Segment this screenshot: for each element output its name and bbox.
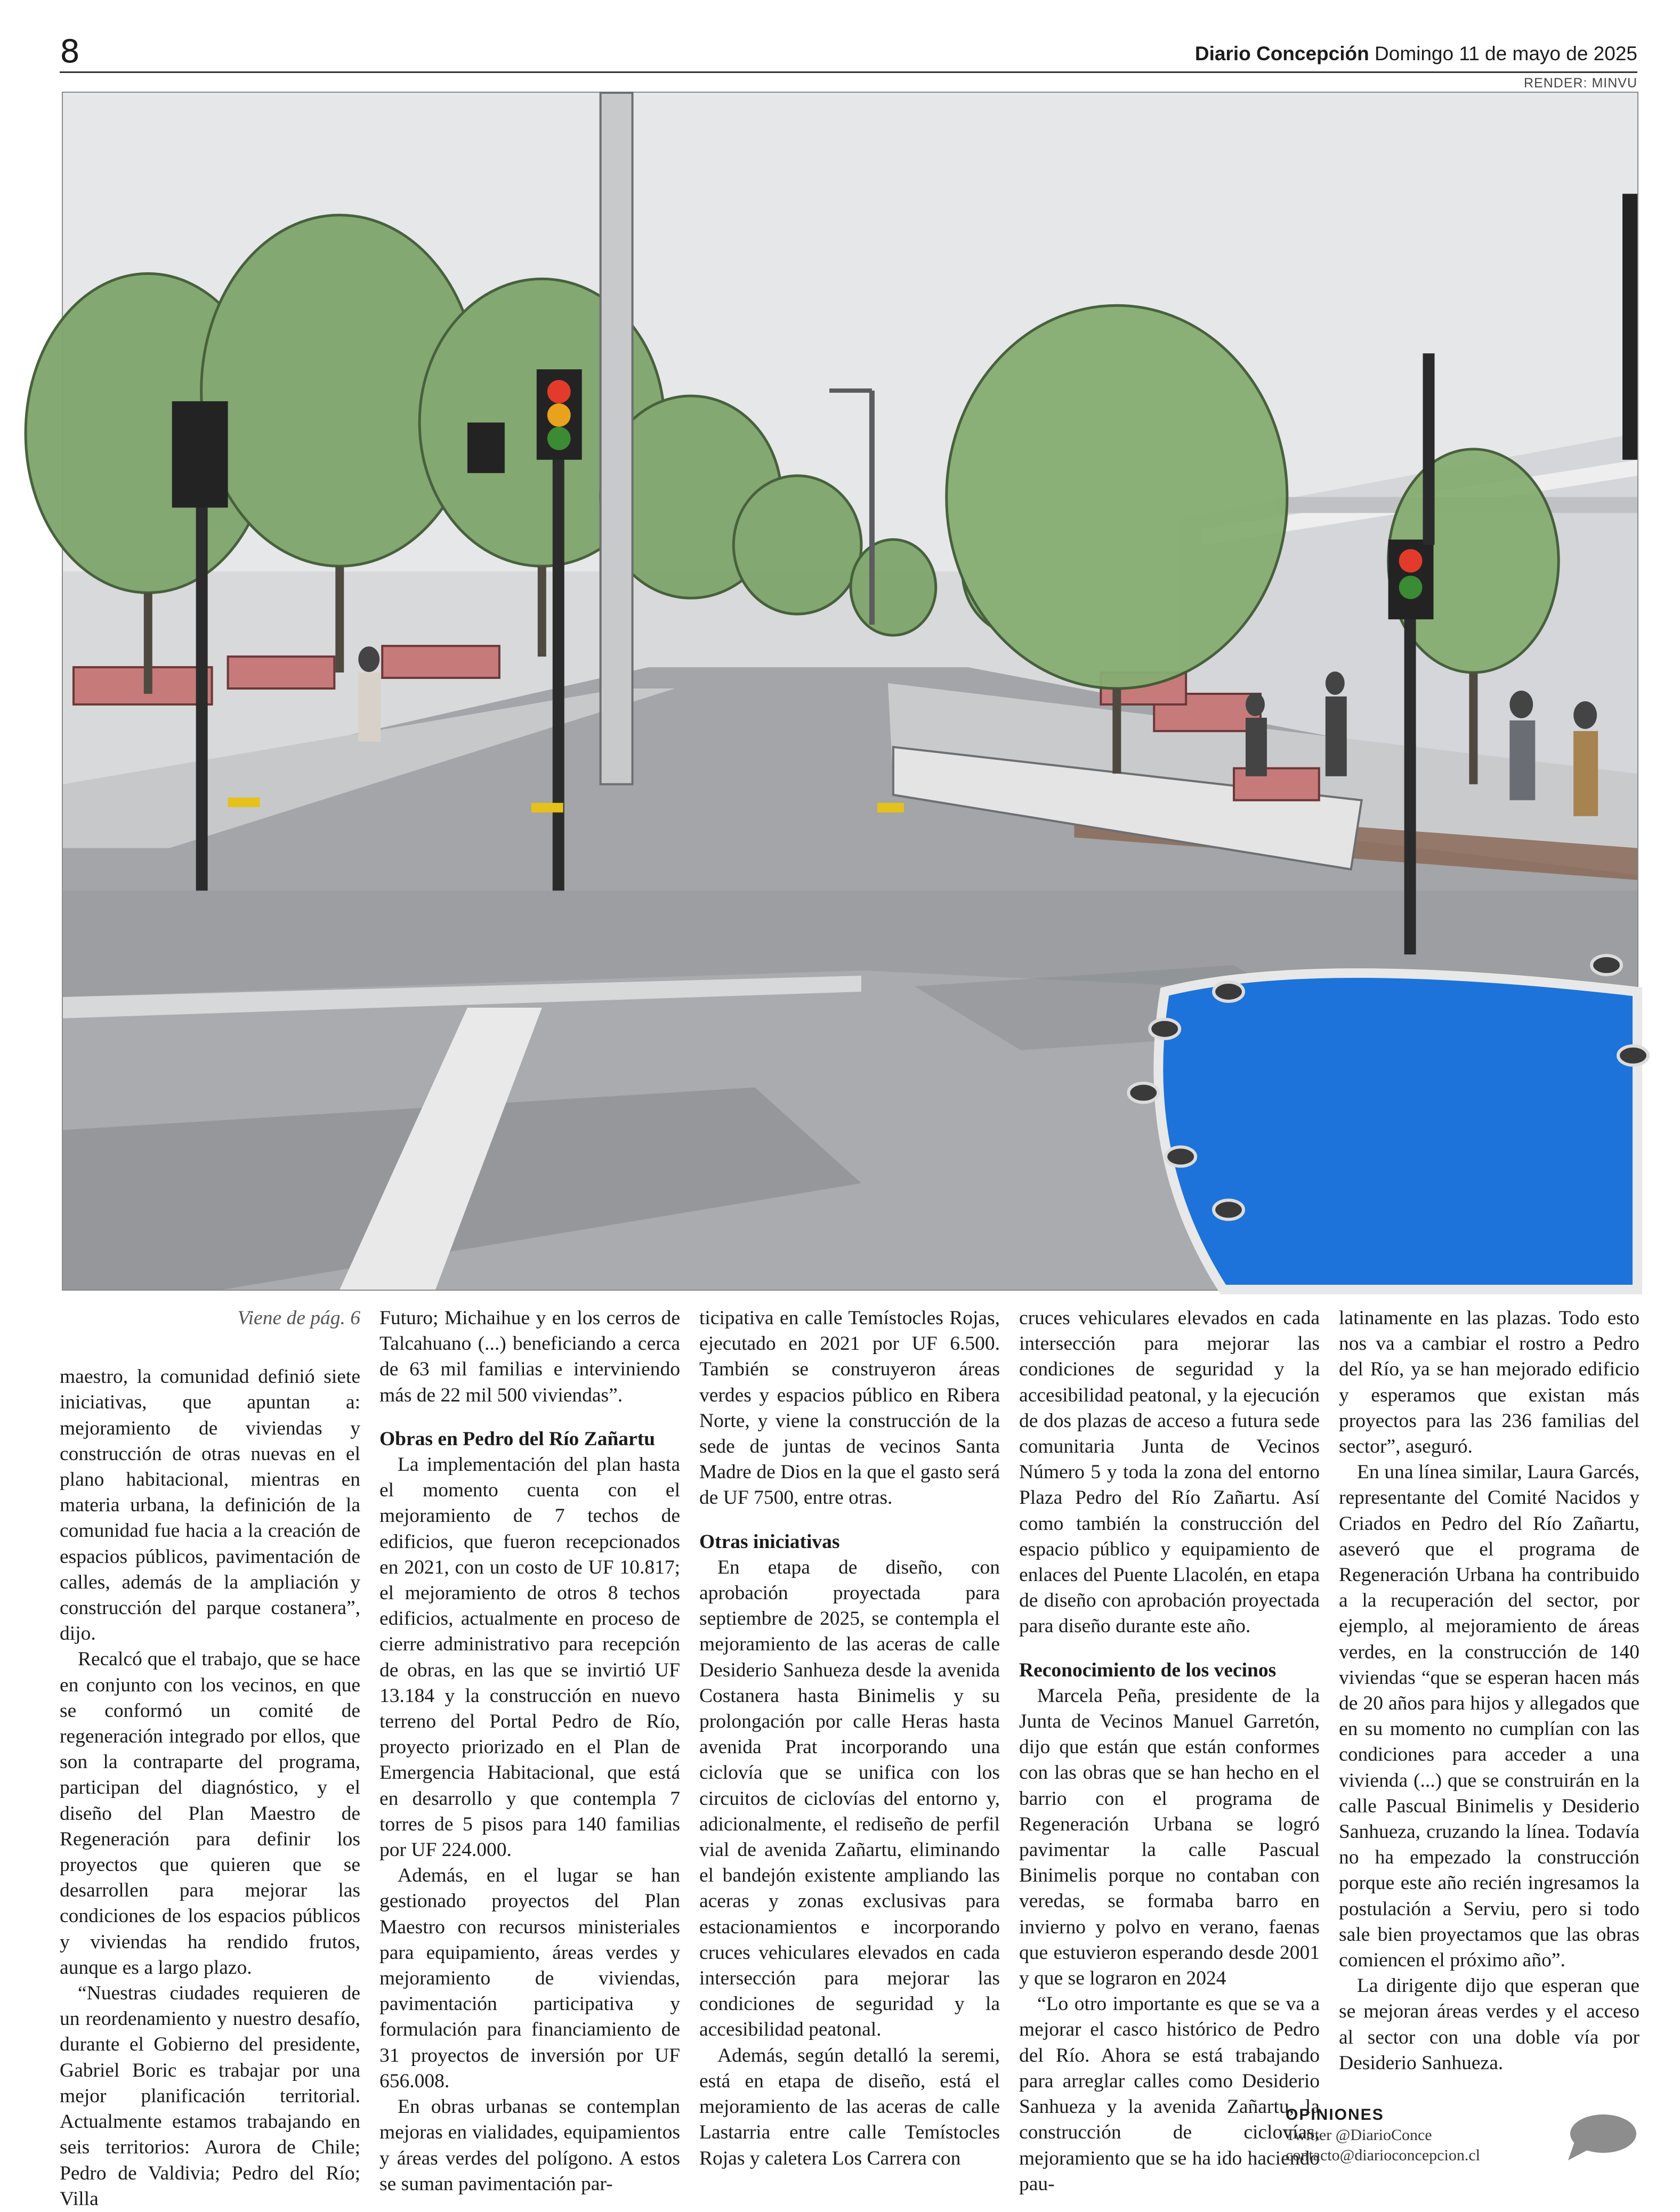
paragraph: maestro, la comunidad definió siete iniciativas, que apuntan a: mejoramiento de viviendas y construcción de otras nuevas en el plano habitacional, mientras en materia urbana, la definición de la comunidad fue hacia a la creación de espacios públicos, pavimentación de calles, además de la ampliación y construcción del parque costanera”, dijo.: [60, 1366, 360, 1645]
issue-date: Domingo 11 de mayo de 2025: [1375, 43, 1637, 64]
twitter-handle[interactable]: Twitter @DiarioConce: [1286, 2126, 1432, 2144]
header-rule: [60, 71, 1637, 73]
subheading: Obras en Pedro del Río Zañartu: [379, 1428, 656, 1450]
paragraph: En etapa de diseño, con aprobación proyectada para septiembre de 2025, se contempla el mejoramiento de las aceras de calle Desiderio Sanhueza desde la avenida Costanera hasta Binimelis y su prolongación por calle Heras hasta avenida Prat incorporando una ciclovía que se unifica con los circuitos de ciclovías del entorno y, adicionalmente, el rediseño de perfil vial de avenida Zañartu, eliminando el bandejón existente ampliando las aceras y zonas exclusivas para estacionamientos e incorporando cruces vehiculares elevados en cada intersección para mejorar las condiciones de seguridad y la accesibilidad peatonal.: [699, 1556, 1000, 2041]
opinions-box: [1286, 2105, 1589, 2166]
paragraph: cruces vehiculares elevados en cada intersección para mejorar las condiciones de seguridad y la accesibilidad peatonal, y la ejecución de dos plazas de acceso a futura sede comunitaria Junta de Vecinos Número 5 y toda la zona del entorno Plaza Pedro del Río Zañartu. Así como también la construcción del espacio público y equipamiento de enlaces del Puente Llacolén, en etapa de diseño con aprobación proyectada para diseño durante este año.: [1019, 1307, 1320, 1638]
paragraph: “Nuestras ciudades requieren de un reordenamiento y nuestro desafío, durante el Gobierno del presidente, Gabriel Boric es trabajar por una mejor planificación territorial. Actualmente estamos trabajando en seis territorios: Aurora de Chile; Pedro de Valdivia; Pedro del Río; Villa: [60, 1982, 360, 2210]
paragraph: En una línea similar, Laura Garcés, representante del Comité Nacidos y Criados en Pedro del Río Zañartu, aseveró que el programa de Regeneración Urbana ha contribuido a la recuperación del sector, por ejemplo, al mejoramiento de áreas verdes, en la construcción de 140 viviendas “que se esperan hacen más de 20 años para hijos y allegados que en su momento no cumplían con las condiciones para acceder a una vivienda (...) que se construirán en la calle Pascual Binimelis y Desiderio Sanhueza, cruzando la línea. Todavía no ha empezado la construcción porque este año recién ingresamos la postulación a Serviu, pero si todo sale bien proyectamos que las obras comiencen el próximo año”.: [1339, 1461, 1639, 1972]
paragraph: Marcela Peña, presidente de la Junta de Vecinos Manuel Garretón, dijo que están que están conformes con las obras que se han hecho en el barrio con el programa de Regeneración Urbana se logró pavimentar la calle Pascual Binimelis porque no contaban con veredas, se formaba barro en invierno y polvo en verano, faenas que estuvieron esperando desde 2001 y que se lograron en 2024: [1019, 1684, 1320, 1990]
article-column-1: [60, 1306, 360, 2210]
paragraph: “Lo otro importante es que se va a mejorar el casco histórico de Pedro del Río. Ahora se está trabajando para arreglar calles como Desiderio Sanhueza y la avenida Zañartu, la construcción de ciclovías, mejoramiento que se ha ido haciendo pau-: [1019, 1993, 1320, 2195]
continued-from: Viene de pág. 6: [237, 1307, 360, 1329]
paragraph: Futuro; Michaihue y en los cerros de Talcahuano (...) beneficiando a cerca de 63 mil familias e interviniendo más de 22 mil 500 viviendas”.: [379, 1307, 680, 1406]
photo-credit: RENDER: MINVU: [1523, 76, 1637, 91]
article-column-3: [699, 1306, 1000, 2179]
article-column-2: [379, 1306, 680, 2195]
paragraph: Además, según detalló la seremi, está en etapa de diseño, está el mejoramiento de las aceras de calle Lastarria entre calle Temístocles Rojas y caletera Los Carrera con: [699, 2044, 1000, 2169]
article-column-5: [1339, 1306, 1639, 2179]
masthead-line: [1195, 42, 1637, 66]
paragraph: ticipativa en calle Temístocles Rojas, ejecutado en 2021 por UF 6.500. También se construyeron áreas verdes y espacios público en Ribera Norte, y viene la construcción de la sede de juntas de vecinos Santa Madre de Dios en la que el gasto será de UF 7500, entre otras.: [699, 1307, 1000, 1509]
opinions-title: OPINIONES: [1286, 2106, 1384, 2124]
contact-email[interactable]: contacto@diarioconcepcion.cl: [1286, 2146, 1480, 2164]
paper-name: Diario Concepción: [1194, 43, 1369, 64]
paragraph: Además, en el lugar se han gestionado proyectos del Plan Maestro con recursos ministeriales para equipamiento, áreas verdes y mejoramiento de viviendas, pavimentación participativa y formulación para financiamiento de 31 proyectos de inversión por UF 656.008.: [379, 1865, 680, 2092]
street-render-illustration: [62, 92, 1638, 1291]
paragraph: latinamente en las plazas. Todo esto nos va a cambiar el rostro a Pedro del Río, ya se han mejorado edificio y esperamos que existan más proyectos para las 236 familias del sector”, aseguró.: [1339, 1307, 1639, 1458]
article-column-4: [1019, 1306, 1320, 2195]
paragraph: La dirigente dijo que esperan que se mejoran áreas verdes y el acceso al sector con una doble vía por Desiderio Sanhueza.: [1339, 1975, 1639, 2074]
subheading: Otras iniciativas: [699, 1530, 840, 1553]
paragraph: En obras urbanas se contemplan mejoras en vialidades, equipamientos y áreas verdes del polígono. A estos se suman pavimentación par-: [379, 2096, 680, 2195]
paragraph: La implementación del plan hasta el momento cuenta con el mejoramiento de 7 techos de edificios, que fueron recepcionados en 2021, con un costo de UF 10.817; el mejoramiento de otros 8 techos edificios, actualmente en proceso de cierre administrativo para recepción de obras, en las que se invirtió UF 13.184 y la construcción en nuevo terreno del Portal Pedro de Río, proyecto priorizado en el Plan de Emergencia Habitacional, que está en desarrollo y que contempla 7 torres de 5 pisos para 140 familias por UF 224.000.: [379, 1454, 680, 1861]
render-svg: [63, 93, 1637, 1290]
paragraph: Recalcó que el trabajo, que se hace en conjunto con los vecinos, en que se conformó un comité de regeneración integrado por ellos, que son la contraparte del programa, participan del diagnóstico, y el diseño del Plan Maestro de Regeneración para definir los proyectos que quieren que se desarrollen para mejorar las condiciones de los espacios públicos y viviendas ha rendido frutos, aunque es a largo plazo.: [60, 1648, 360, 1979]
page-number: 8: [60, 33, 80, 70]
speech-bubble-icon: [1564, 2112, 1638, 2161]
article-body: [60, 1306, 1641, 2210]
subheading: Reconocimiento de los vecinos: [1019, 1659, 1277, 1681]
